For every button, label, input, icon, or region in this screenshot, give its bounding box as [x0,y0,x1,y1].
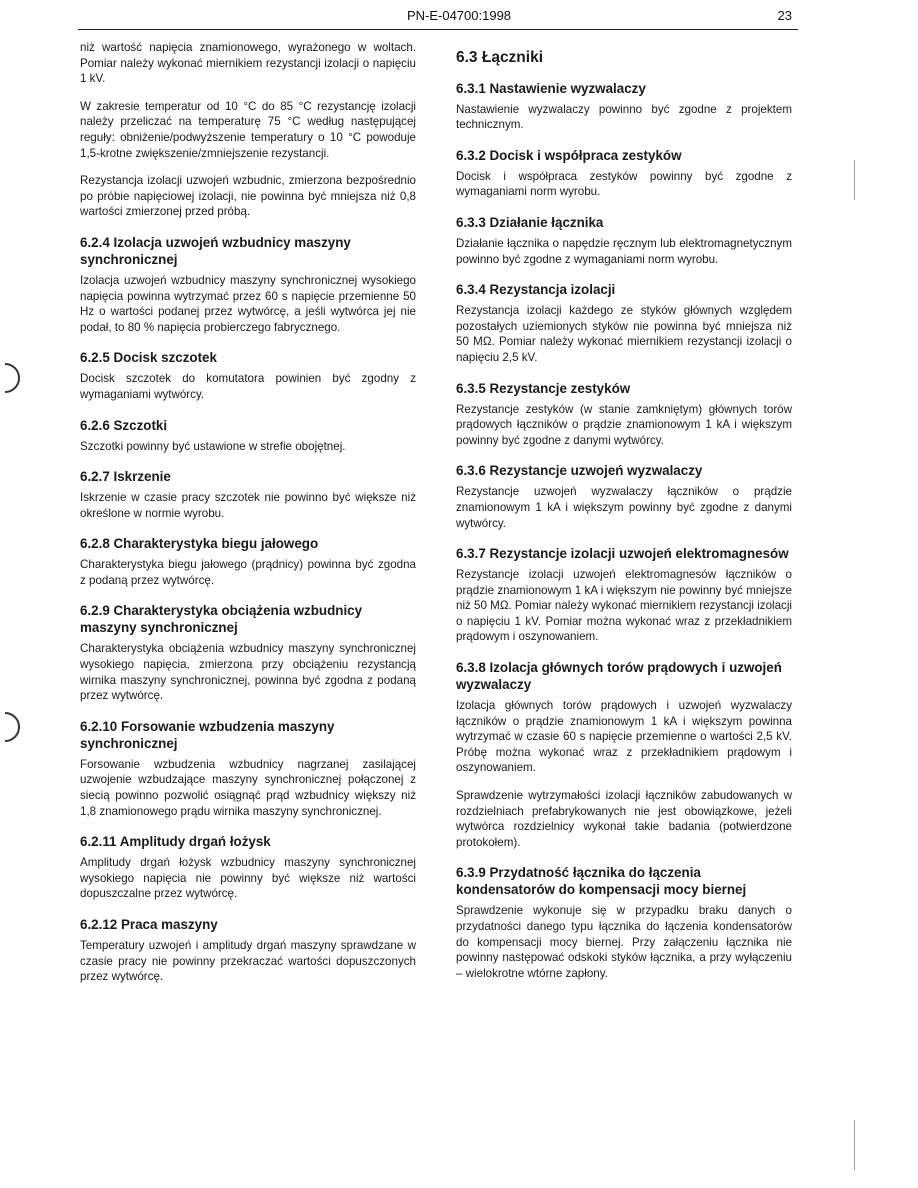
paragraph: Amplitudy drgań łożysk wzbudnicy maszyny synchronicznej wysokiego napięcia nie powinny być większe niż wartości dopuszczalne przez wytwórcę. [80,856,416,901]
paragraph: Izolacja głównych torów prądowych i uzwojeń wyzwalaczy łączników o prądzie znamionowym 1 kA i większym powinna wytrzymać w czasie 60 s napięcie przemienne o wartości 2,5 kV. Próbę można wykonać wraz z przekładnikiem prądowym i oszynowaniem. [456,699,792,775]
section-heading-6-2-11: 6.2.11 Amplitudy drgań łożysk [80,834,271,850]
right-column [456,40,792,993]
paragraph: Rezystancje izolacji uzwojeń elektromagnesów łączników o prądzie znamionowym 1 kA i większym nie powinny być mniejsze niż 50 MΩ. Pomiar należy wykonać miernikiem rezystancji izolacji o napięciu 1 kV. Pomiar można wykonać wraz z przekładnikiem prądowym i oszynowaniem. [456,568,792,644]
binder-hole-mark [0,712,20,742]
page-number: 23 [777,8,792,23]
paragraph: Nastawienie wyzwalaczy powinno być zgodne z projektem technicznym. [456,102,792,132]
left-column [80,40,416,997]
section-heading-6-2-9: 6.2.9 Charakterystyka obciążenia wzbudnicy maszyny synchronicznej [80,603,363,636]
paragraph: Rezystancje zestyków (w stanie zamkniętym) głównych torów prądowych łączników o prądzie znamionowym 1 kA i większym powinny być zgodne z danymi wytwórcy. [456,402,792,447]
section-heading-6-3-7: 6.3.7 Rezystancje izolacji uzwojeń elektromagnesów [456,546,789,562]
paragraph: Sprawdzenie wykonuje się w przypadku braku danych o przydatności danego typu łącznika do łączenia kondensatorów do kompensacji mocy biernej. Przy załączeniu łącznika nie powinny następować odskoki styków łącznika, a przy wyłączeniu – wielokrotne wtórne zapłony. [456,904,792,980]
section-heading-6-2-12: 6.2.12 Praca maszyny [80,917,218,932]
paragraph: Izolacja uzwojeń wzbudnicy maszyny synchronicznej wysokiego napięcia powinna wytrzymać przez 60 s napięcie przemienne 50 Hz o wartości podanej przez wytwórcę, a jeśli wytwórca jej nie podał, to 80 % napięcia probierczego fabrycznego. [80,273,416,334]
section-heading-6-2-8: 6.2.8 Charakterystyka biegu jałowego [80,536,319,552]
paragraph: Sprawdzenie wytrzymałości izolacji łączników zabudowanych w rozdzielniach prefabrykowanych nie jest obowiązkowe, jeżeli wytwórca rozdzielnicy wykonał takie badania (potwierdzone protokołem). [456,789,792,849]
scan-edge-mark [854,160,855,200]
paragraph: Rezystancje uzwojeń wyzwalaczy łączników o prądzie znamionowym 1 kA i większym powinny być zgodne z danymi wytwórcy. [456,485,792,530]
section-heading-6-3-4: 6.3.4 Rezystancja izolacji [456,282,616,298]
header-rule [78,29,798,30]
document-id: PN-E-04700:1998 [406,8,512,23]
section-heading-6-2-5: 6.2.5 Docisk szczotek [80,350,217,366]
page-header [0,6,918,26]
paragraph: Szczotki powinny być ustawione w strefie obojętnej. [80,439,346,453]
paragraph: Charakterystyka obciążenia wzbudnicy maszyny synchronicznej wysokiego napięcia, zmierzona przy obciążeniu rezystancją wirnika maszyny synchronicznej, powinna być zgodna z podaną przez wytwórcę. [80,642,416,703]
paragraph: W zakresie temperatur od 10 °C do 85 °C rezystancję izolacji należy przeliczać na temperaturę 75 °C według następującej reguły: obniżenie/podwyższenie temperatury o 10 °C powoduje 1,5-krotne zwiększenie/zmniejszenie rezystancji. [80,99,416,160]
paragraph: Działanie łącznika o napędzie ręcznym lub elektromagnetycznym powinno być zgodne z wymaganiami norm wyrobu. [456,236,792,266]
section-heading-6-3-9: 6.3.9 Przydatność łącznika do łączenia kondensatorów do kompensacji mocy biernej [456,865,747,898]
paragraph: Charakterystyka biegu jałowego (prądnicy) powinna być zgodna z podaną przez wytwórcę. [80,558,416,587]
paragraph: Temperatury uzwojeń i amplitudy drgań maszyny sprawdzane w czasie pracy nie powinny przekraczać wartości dopuszczonych przez wytwórcę. [80,939,416,984]
section-heading-6-3-3: 6.3.3 Działanie łącznika [456,214,604,230]
section-heading-6-3-8: 6.3.8 Izolacja głównych torów prądowych i uzwojeń wyzwalaczy [456,660,782,693]
section-heading-6-3-5: 6.3.5 Rezystancje zestyków [456,380,631,396]
section-heading-6-2-7: 6.2.7 Iskrzenie [80,469,171,485]
section-heading-6-3-2: 6.3.2 Docisk i współpraca zestyków [456,147,682,163]
section-heading-6-3-6: 6.3.6 Rezystancje uzwojeń wyzwalaczy [456,463,703,479]
paragraph: Rezystancja izolacji uzwojeń wzbudnic, zmierzona bezpośrednio po próbie napięciowej izolacji, nie powinna być mniejsza niż 0,8 wartości zmierzonej przed próbą. [80,174,416,219]
paragraph: Iskrzenie w czasie pracy szczotek nie powinno być większe niż określone w normie wyrobu. [80,491,416,520]
section-heading-6-2-10: 6.2.10 Forsowanie wzbudzenia maszyny synchronicznej [80,718,335,751]
section-heading-6-3-1: 6.3.1 Nastawienie wyzwalaczy [456,80,646,96]
binder-hole-mark [0,363,20,393]
section-heading-6-2-4: 6.2.4 Izolacja uzwojeń wzbudnicy maszyny synchronicznej [80,234,351,267]
paragraph: Docisk i współpraca zestyków powinny być zgodne z wymaganiami norm wyrobu. [456,169,792,199]
section-heading-6-2-6: 6.2.6 Szczotki [80,417,168,433]
paragraph: Docisk szczotek do komutatora powinien być zgodny z wymaganiami wytwórcy. [80,372,416,401]
section-heading-6-3: 6.3 Łączniki [456,49,544,66]
paragraph: Forsowanie wzbudzenia wzbudnicy nagrzanej zasilającej uzwojenie wzbudzające maszyny synchronicznej połączonej z siecią powinno pozwolić osiągnąć prąd wzbudnicy większy niż 1,8 znamionowego prądu wirnika maszyny synchronicznej. [80,757,416,818]
paragraph: Rezystancja izolacji każdego ze styków głównych względem pozostałych uziemionych styków nie powinna być mniejsza niż 50 MΩ. Pomiar należy wykonać miernikiem rezystancji izolacji o napięciu 2,5 kV. [456,304,792,364]
scan-edge-mark [854,1120,855,1170]
paragraph: niż wartość napięcia znamionowego, wyrażonego w woltach. Pomiar należy wykonać miernikiem rezystancji izolacji o napięciu 1 kV. [80,41,416,86]
